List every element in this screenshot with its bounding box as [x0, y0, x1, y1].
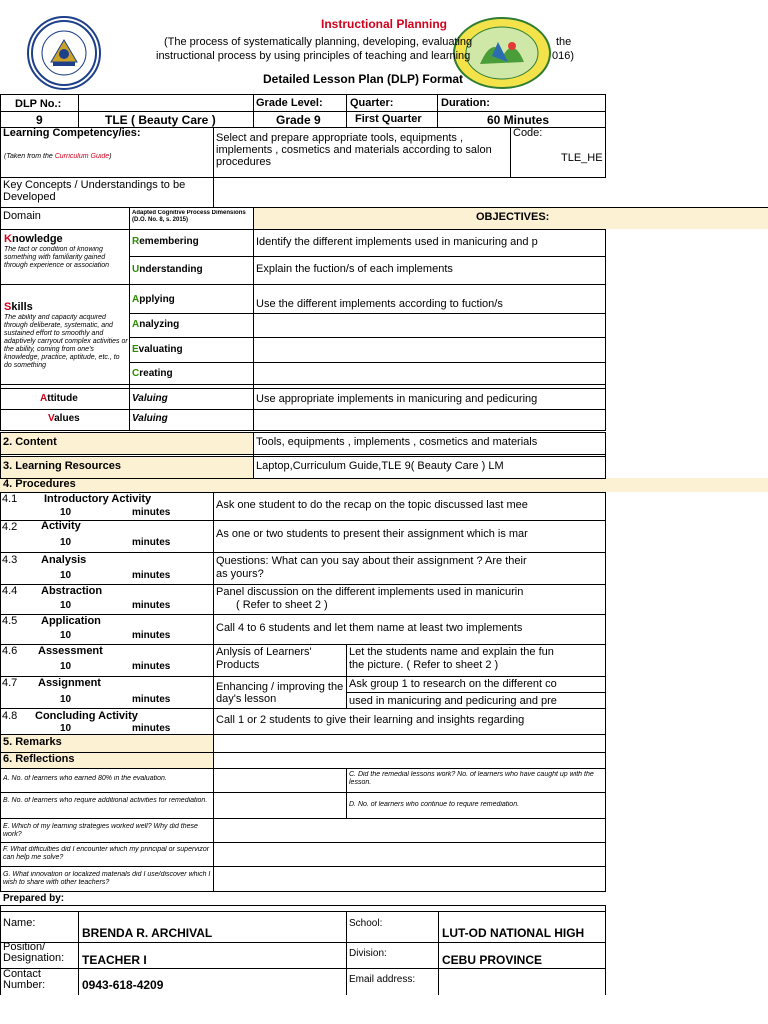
procedure-4-4-minutes: 10 — [60, 600, 72, 611]
procedure-4-5-title: Application — [41, 615, 101, 627]
email-label: Email address: — [349, 974, 416, 985]
knowledge-description: The fact or condition of knowing something with familiarity gained through experience or association — [4, 246, 110, 269]
applying-label — [132, 294, 175, 305]
procedure-4-3-number: 4.3 — [2, 554, 18, 566]
header-description-line-2-end: 016) — [552, 50, 575, 62]
procedure-4-2-minutes: 10 — [60, 537, 72, 548]
analyzing-initial: A — [132, 319, 140, 330]
learning-resources-label: 3. Learning Resources — [3, 460, 121, 472]
position-label: Position/ Designation: — [3, 942, 65, 964]
procedure-4-5-number: 4.5 — [2, 615, 18, 627]
procedure-4-7-title: Assignment — [38, 677, 101, 689]
procedure-4-4-number: 4.4 — [2, 585, 18, 597]
domain-label: Domain — [3, 210, 41, 222]
knowledge-initial: K — [4, 233, 12, 245]
procedure-4-1-title: Introductory Activity — [44, 493, 152, 505]
reflection-d: D. No. of learners who continue to require remediation. — [349, 801, 520, 808]
reflection-e: E. Which of my learning strategies worked well? Why did these work? — [3, 823, 198, 838]
procedure-4-6-number: 4.6 — [2, 645, 18, 657]
school-name: LUT-OD NATIONAL HIGH — [442, 926, 585, 940]
procedure-4-7-minutes: 10 — [60, 694, 72, 705]
skills-label — [4, 301, 33, 313]
values-rest: alues — [54, 413, 80, 424]
procedure-4-1-text: Ask one student to do the recap on the topic discussed last mee — [216, 499, 528, 511]
key-concepts-label: Key Concepts / Understandings to be Developed — [3, 179, 186, 203]
header-description-line-2: instructional process by using principles of teaching and learning — [156, 50, 471, 62]
skills-initial: S — [4, 301, 12, 313]
header-description-line-1-end: the — [556, 36, 572, 48]
evaluating-initial: E — [132, 344, 139, 355]
procedure-4-2-title: Activity — [41, 520, 81, 532]
competency-source-note — [4, 153, 112, 161]
quarter-label: Quarter: — [350, 97, 394, 109]
procedure-4-6-title: Assessment — [38, 645, 103, 657]
code-value: TLE_HE — [561, 152, 603, 164]
objectives-label: OBJECTIVES: — [476, 211, 550, 223]
reflection-b: B. No. of learners who require additional activities for remediation. — [3, 797, 208, 804]
remembering-label — [132, 236, 199, 247]
procedure-4-5-text: Call 4 to 6 students and let them name at least two implements — [216, 622, 523, 634]
procedure-4-6-text: Let the students name and explain the fun — [349, 646, 554, 658]
dlp-format-title: Detailed Lesson Plan (DLP) Format — [263, 72, 464, 86]
position-value: TEACHER I — [82, 953, 147, 967]
duration-value: 60 Minutes — [487, 113, 550, 127]
dlp-no-value: 9 — [36, 113, 43, 127]
applying-objective: Use the different implements according to fuction/s — [256, 298, 503, 310]
procedure-4-6-minutes-unit: minutes — [132, 661, 171, 672]
competency-note-post: ) — [109, 153, 112, 160]
quarter-value: First Quarter — [355, 113, 422, 125]
analyzing-rest: nalyzing — [139, 319, 180, 330]
knowledge-label — [4, 233, 63, 245]
skills-rest: kills — [11, 301, 33, 313]
learning-competency-label: Learning Competency/ies: — [3, 127, 141, 139]
understanding-label — [132, 264, 203, 275]
school-label: School: — [349, 918, 383, 929]
competency-note-pre: (Taken from the — [4, 153, 55, 160]
content-text: Tools, equipments , implements , cosmetics and materials — [256, 436, 538, 448]
evaluating-label — [132, 344, 183, 355]
division-value: CEBU PROVINCE — [442, 953, 543, 967]
learning-resources-text: Laptop,Curriculum Guide,TLE 9( Beauty Care ) LM — [256, 460, 504, 472]
procedures-label: 4. Procedures — [3, 478, 76, 490]
understanding-initial: U — [132, 264, 140, 275]
code-label: Code: — [513, 127, 543, 139]
reflection-a: A. No. of learners who earned 80% in the evaluation. — [3, 775, 167, 782]
reflection-f: F. What difficulties did I encounter which my principal or supervizor can help me solve? — [3, 846, 210, 861]
understanding-objective: Explain the fuction/s of each implements — [256, 263, 453, 275]
procedure-4-3-text: Questions: What can you say about their assignment ? Are their — [216, 555, 527, 567]
procedure-4-6-sub: Anlysis of Learners' Products — [216, 646, 312, 671]
header-description-line-1: (The process of systematically planning, developing, evaluating — [164, 36, 473, 48]
reflection-g: G. What innovation or localized materials did I use/discover which I wish to share with other teachers? — [3, 871, 211, 886]
procedure-4-3-minutes: 10 — [60, 570, 72, 581]
procedure-4-7-text: Ask group 1 to research on the different co — [349, 678, 557, 690]
name-label: Name: — [3, 917, 36, 929]
creating-label — [132, 368, 173, 379]
procedure-4-2-text: As one or two students to present their assignment which is mar — [216, 528, 528, 540]
reflections-label: 6. Reflections — [3, 753, 75, 765]
knowledge-rest: nowledge — [11, 233, 63, 245]
remembering-objective: Identify the different implements used in manicuring and p — [256, 236, 538, 248]
attitude-initial: A — [40, 393, 48, 404]
content-label: 2. Content — [3, 436, 57, 448]
cognitive-process-label: Adapted Cognitive Process Dimensions (D.O. No. 8, s. 2015) — [132, 210, 246, 223]
procedure-4-4-title: Abstraction — [41, 585, 103, 597]
competency-text: Select and prepare appropriate tools, equipments , implements , cosmetics and materials according to salon procedures — [216, 132, 492, 168]
subject-value: TLE ( Beauty Care ) — [105, 113, 216, 127]
procedure-4-4-text-2: ( Refer to sheet 2 ) — [236, 599, 328, 611]
procedure-4-4-minutes-unit: minutes — [132, 600, 171, 611]
procedure-4-4-text: Panel discussion on the different implements used in manicurin — [216, 586, 524, 598]
attitude-rest: ttitude — [47, 393, 78, 404]
attitude-label — [40, 393, 78, 404]
procedure-4-1-minutes-unit: minutes — [132, 507, 171, 518]
procedure-4-3-minutes-unit: minutes — [132, 570, 171, 581]
procedure-4-8-text: Call 1 or 2 students to give their learning and insights regarding — [216, 714, 525, 726]
remarks-label: 5. Remarks — [3, 736, 62, 748]
attitude-process: Valuing — [132, 393, 168, 404]
skills-description: The ability and capacity acquired through deliberate, systematic, and sustained effort to smoothly and adaptively carryout complex activities or the ability, coming from one's knowledge, practice, aptitude, etc., to do something — [4, 314, 128, 369]
procedure-4-5-minutes: 10 — [60, 630, 72, 641]
procedure-4-6-minutes: 10 — [60, 661, 72, 672]
procedure-4-8-minutes: 10 — [60, 723, 72, 734]
dlp-no-label: DLP No.: — [15, 98, 62, 110]
procedure-4-8-title: Concluding Activity — [35, 710, 138, 722]
curriculum-guide-link: Curriculum Guide — [54, 153, 110, 160]
procedure-4-2-number: 4.2 — [2, 521, 18, 533]
applying-initial: A — [132, 294, 140, 305]
grade-level-label: Grade Level: — [256, 97, 323, 109]
instructional-planning-title: Instructional Planning — [320, 17, 447, 31]
procedure-4-2-minutes-unit: minutes — [132, 537, 171, 548]
duration-label: Duration: — [441, 97, 490, 109]
remembering-initial: R — [132, 236, 140, 247]
contact-value: 0943-618-4209 — [82, 978, 164, 992]
creating-initial: C — [132, 368, 140, 379]
procedure-4-7-text-2: used in manicuring and pedicuring and pre — [349, 695, 557, 707]
remembering-rest: emembering — [139, 236, 199, 247]
understanding-rest: nderstanding — [139, 264, 203, 275]
attitude-objective: Use appropriate implements in manicuring and pedicuring — [256, 393, 538, 405]
prepared-by-label: Prepared by: — [3, 893, 65, 904]
creating-rest: reating — [139, 368, 173, 379]
applying-rest: pplying — [139, 294, 175, 305]
procedure-4-8-minutes-unit: minutes — [132, 723, 171, 734]
procedure-4-7-sub: Enhancing / improving the day's lesson — [216, 681, 344, 705]
division-label: Division: — [349, 948, 387, 959]
teacher-name: BRENDA R. ARCHIVAL — [82, 926, 213, 940]
procedure-4-3-text-2: as yours? — [216, 568, 264, 580]
procedure-4-3-title: Analysis — [41, 554, 87, 566]
grade-value: Grade 9 — [276, 113, 321, 127]
procedure-4-6-text-2: the picture. ( Refer to sheet 2 ) — [349, 659, 499, 671]
values-label — [48, 413, 80, 424]
procedure-4-1-number: 4.1 — [2, 493, 18, 505]
contact-label: Contact Number: — [3, 969, 46, 991]
procedure-4-5-minutes-unit: minutes — [132, 630, 171, 641]
reflection-c: C. Did the remedial lessons work? No. of learners who have caught up with the lesson. — [349, 771, 594, 786]
procedure-4-7-minutes-unit: minutes — [132, 694, 171, 705]
values-initial: V — [48, 413, 55, 424]
values-process: Valuing — [132, 413, 168, 424]
analyzing-label — [132, 319, 179, 330]
procedure-4-8-number: 4.8 — [2, 710, 18, 722]
procedure-4-7-number: 4.7 — [2, 677, 18, 689]
procedure-4-1-minutes: 10 — [60, 507, 72, 518]
evaluating-rest: valuating — [138, 344, 183, 355]
